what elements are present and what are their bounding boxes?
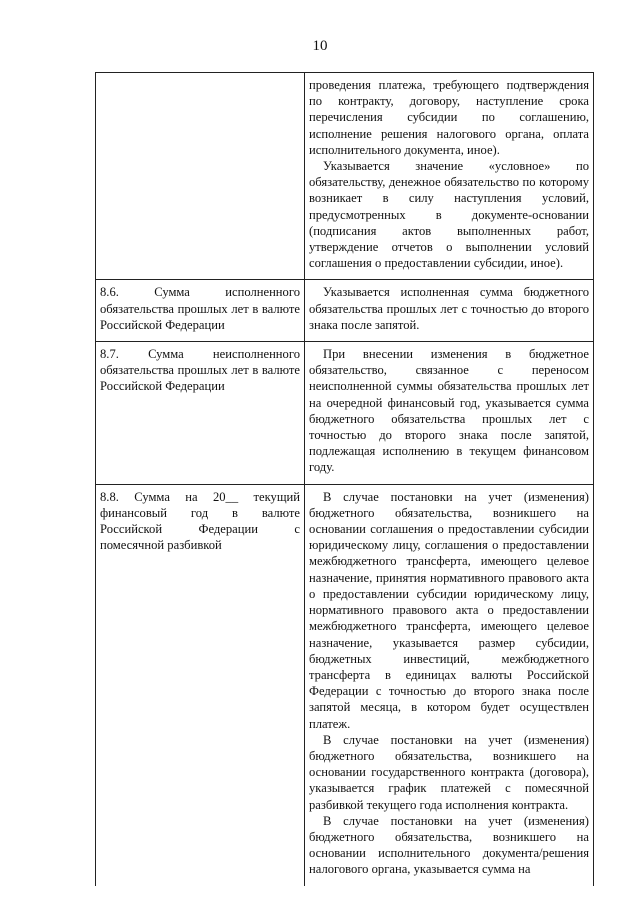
item-cell — [96, 73, 305, 280]
description-cell — [305, 280, 594, 342]
item-cell — [96, 280, 305, 342]
description-paragraph: Указывается исполненная сумма бюджетного обязательства прошлых лет с точностью до второго знака после запятой. — [309, 285, 589, 332]
table-row — [96, 73, 594, 280]
description-paragraph: В случае постановки на учет (изменения) бюджетного обязательства, возникшего на основании исполнительного документа/решения налогового органа, указывается сумма на — [309, 813, 589, 877]
document-table — [95, 72, 594, 886]
table-row — [96, 342, 594, 485]
page-number: 10 — [312, 38, 328, 54]
description-paragraph: В случае постановки на учет (изменения) бюджетного обязательства, возникшего на основании соглашения о предоставлении субсидии юридическому лицу, соглашения о предоставлении межбюджетного трансферта, имеющего целевое назначение, принятия нормативного правового акта о предоставлении субсидии юридическому лицу, нормативного правового акта о предоставлении межбюджетного трансферта, имеющего целевое назначение, указывается размер субсидии, бюджетных инвестиций, межбюджетного трансферта в единицах валюты Российской Федерации с точностью до второго знака после запятой месяца, в котором будет осуществлен платеж. — [309, 489, 589, 731]
table-row — [96, 484, 594, 885]
description-cell — [305, 73, 594, 280]
description-paragraph: При внесении изменения в бюджетное обязательство, связанное с переносом неисполненной суммы обязательства прошлых лет на очередной финансовый год, указывается сумма бюджетного обязательства прошлых лет с точностью до второго знака после запятой, подлежащая исполнению в текущем финансовом году. — [309, 347, 589, 475]
item-text: 8.6. Сумма исполненного обязательства прошлых лет в валюте Российской Федерации — [100, 285, 300, 332]
description-paragraph: В случае постановки на учет (изменения) бюджетного обязательства, возникшего на основании государственного контракта (договора), указывается график платежей с помесячной разбивкой текущего года исполнения контракта. — [309, 732, 589, 812]
description-paragraph: Указывается значение «условное» по обязательству, денежное обязательство по которому возникает в силу наступления условий, предусмотренных в документе-основании (подписания актов выполненных работ, утверждение отчетов о выполнении условий соглашения о предоставлении субсидии, иное). — [309, 159, 589, 271]
description-cell — [305, 484, 594, 885]
item-cell — [96, 342, 305, 485]
table-row — [96, 280, 594, 342]
item-text: 8.8. Сумма на 20__ текущий финансовый год в валюте Российской Федерации с помесячной разбивкой — [100, 489, 300, 553]
description-cell — [305, 342, 594, 485]
item-text: 8.7. Сумма неисполненного обязательства прошлых лет в валюте Российской Федерации — [100, 347, 300, 394]
item-cell — [96, 484, 305, 885]
description-paragraph: проведения платежа, требующего подтверждения по контракту, договору, наступление срока перечисления субсидии по соглашению, исполнение решения налогового органа, оплата исполнительного документа, иное). — [309, 78, 589, 157]
